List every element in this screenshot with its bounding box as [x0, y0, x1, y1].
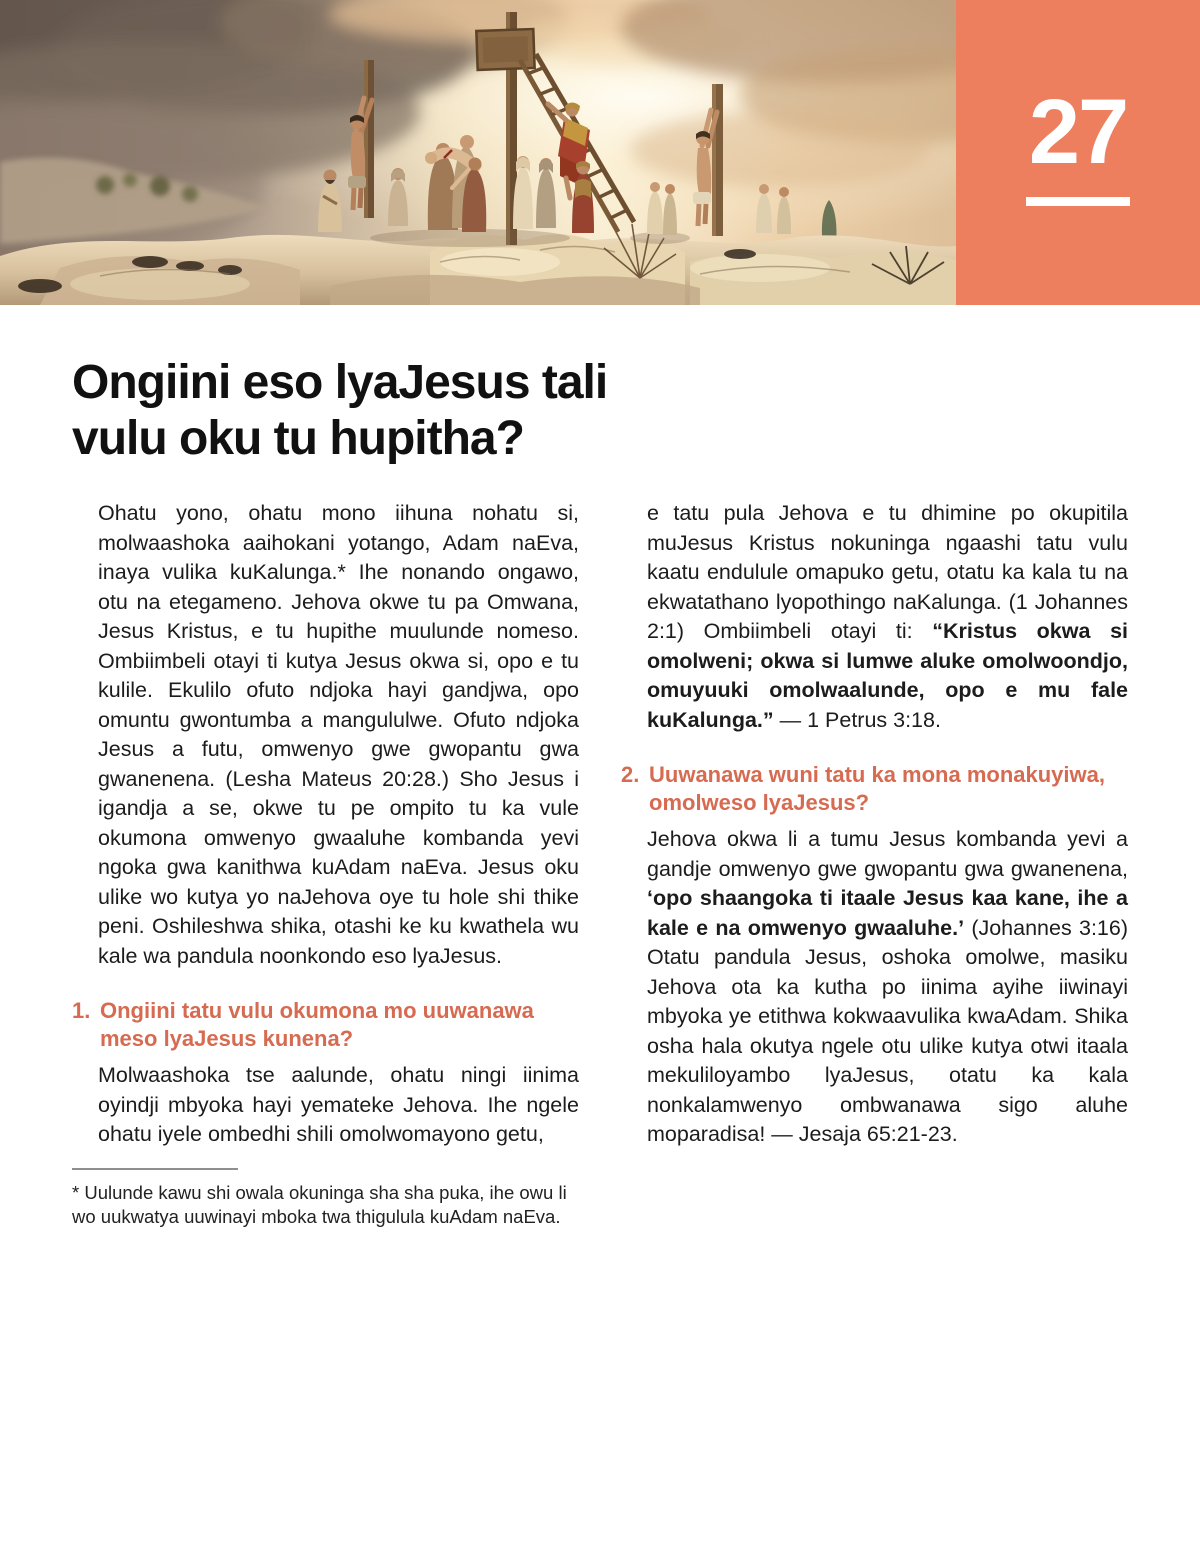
paragraph-text: (Johannes 3:16) Otatu pandula Jesus, oshoka omolwe, masiku Jehova ota ka kutha po iinima ayihe iiwinayi mbyoka ye etithwa kokwaavulika kwaAdam. Shika osha hala okutya ngele otu ulike kutya otwi itaala mekuliloyambo lyaJesus, otatu ka kala nonkalamwenyo ombwanawa sigo aluhe moparadisa! — Jesaja 65:21-23.: [647, 915, 1128, 1146]
scripture-citation: — 1 Petrus 3:18.: [773, 707, 941, 732]
footnote-text: * Uulunde kawu shi owala okuninga sha sha puka, ihe owu li wo uukwatya uuwinayi mboka twa thigulula kuAdam naEva.: [72, 1181, 567, 1227]
paragraph-intro: Ohatu yono, ohatu mono iihuna nohatu si, molwaashoka aaihokani yotango, Adam naEva, inaya vulika kuKalunga.* Ihe nonando ongawo, otu na etegameno. Jehova okwe tu pa Omwana, Jesus Kristus, e tu hupithe muulunde nomeso. Ombiimbeli otayi ti kutya Jesus okwa si, opo e tu kulile. Ekulilo ofuto ndjoka hayi gandjwa, opo omuntu gwontumba a mangululwe. Ofuto ndjoka Jesus a futu, omwenyo gwe gwopantu gwa gwanenena. (Lesha Mateus 20:28.) Sho Jesus i igandja a se, okwe tu pe ompito tu ka vule okumona omwenyo gwaaluhe kombanda yevi ngoka gwa kanithwa kuAdam naEva. Jesus oku ulike wo kutya yo naJehova oye tu hole shi thike peni. Oshileshwa shika, otashi ke ku kwathela wu kale wa pandula noonkondo eso lyaJesus.: [98, 501, 579, 968]
column-left: [72, 499, 579, 1229]
paragraph-answer-1: Molwaashoka tse aalunde, ohatu ningi iinima oyindji mbyoka hayi yemateke Jehova. Ihe ngele ohatu iyele ombedhi shili omolwomayono getu,: [98, 1063, 579, 1146]
footnote-divider: [72, 1168, 238, 1170]
hero: [0, 0, 1200, 305]
lesson-number: 27: [1028, 81, 1128, 184]
question-2: [621, 761, 1128, 817]
article-body: [72, 499, 1128, 1229]
hero-illustration: [0, 0, 956, 305]
paragraph-text: e tatu pula Jehova e tu dhimine po okupitila muJesus Kristus nokuninga ngaashi tatu vulu kaatu endulule omapuko getu, otatu ka kala tu na ekwatathano lyopothingo naKalunga. (1 Johannes 2:1) Ombiimbeli otayi ti:: [647, 501, 1128, 643]
lesson-number-underline: [1026, 197, 1130, 206]
question-1-number: 1.: [72, 998, 91, 1023]
paragraph-answer-1-continued: [647, 499, 1128, 735]
column-right: [621, 499, 1128, 1229]
question-2-text: Uuwanawa wuni tatu ka mona monakuyiwa, omolweso lyaJesus?: [649, 762, 1105, 815]
scripture-quote-bold: ‘opo shaangoka ti itaale Jesus kaa kane, ihe a kale e na omwenyo gwaaluhe.’: [647, 886, 1128, 940]
hero-image-crucifixion-scene: [0, 0, 956, 305]
lesson-number-badge: [956, 0, 1200, 305]
scripture-quote-bold: “Kristus okwa si omolweni; okwa si lumwe aluke omolwoondjo, omuyuuki omolwaalunde, opo e mu fale kuKalunga.”: [647, 619, 1128, 732]
footnote: [72, 1168, 579, 1229]
page-title: [72, 355, 1200, 467]
paragraph-text: Jehova okwa li a tumu Jesus kombanda yevi a gandje omwenyo gwe gwopantu gwa gwanenena,: [647, 827, 1128, 881]
question-1: [72, 997, 579, 1053]
question-1-text: Ongiini tatu vulu okumona mo uuwanawa meso lyaJesus kunena?: [100, 998, 534, 1051]
page-title-line-2: vulu oku tu hupitha?: [72, 412, 524, 465]
paragraph-answer-2: [647, 825, 1128, 1150]
page-title-line-1: Ongiini eso lyaJesus tali: [72, 356, 608, 409]
question-2-number: 2.: [621, 762, 640, 787]
